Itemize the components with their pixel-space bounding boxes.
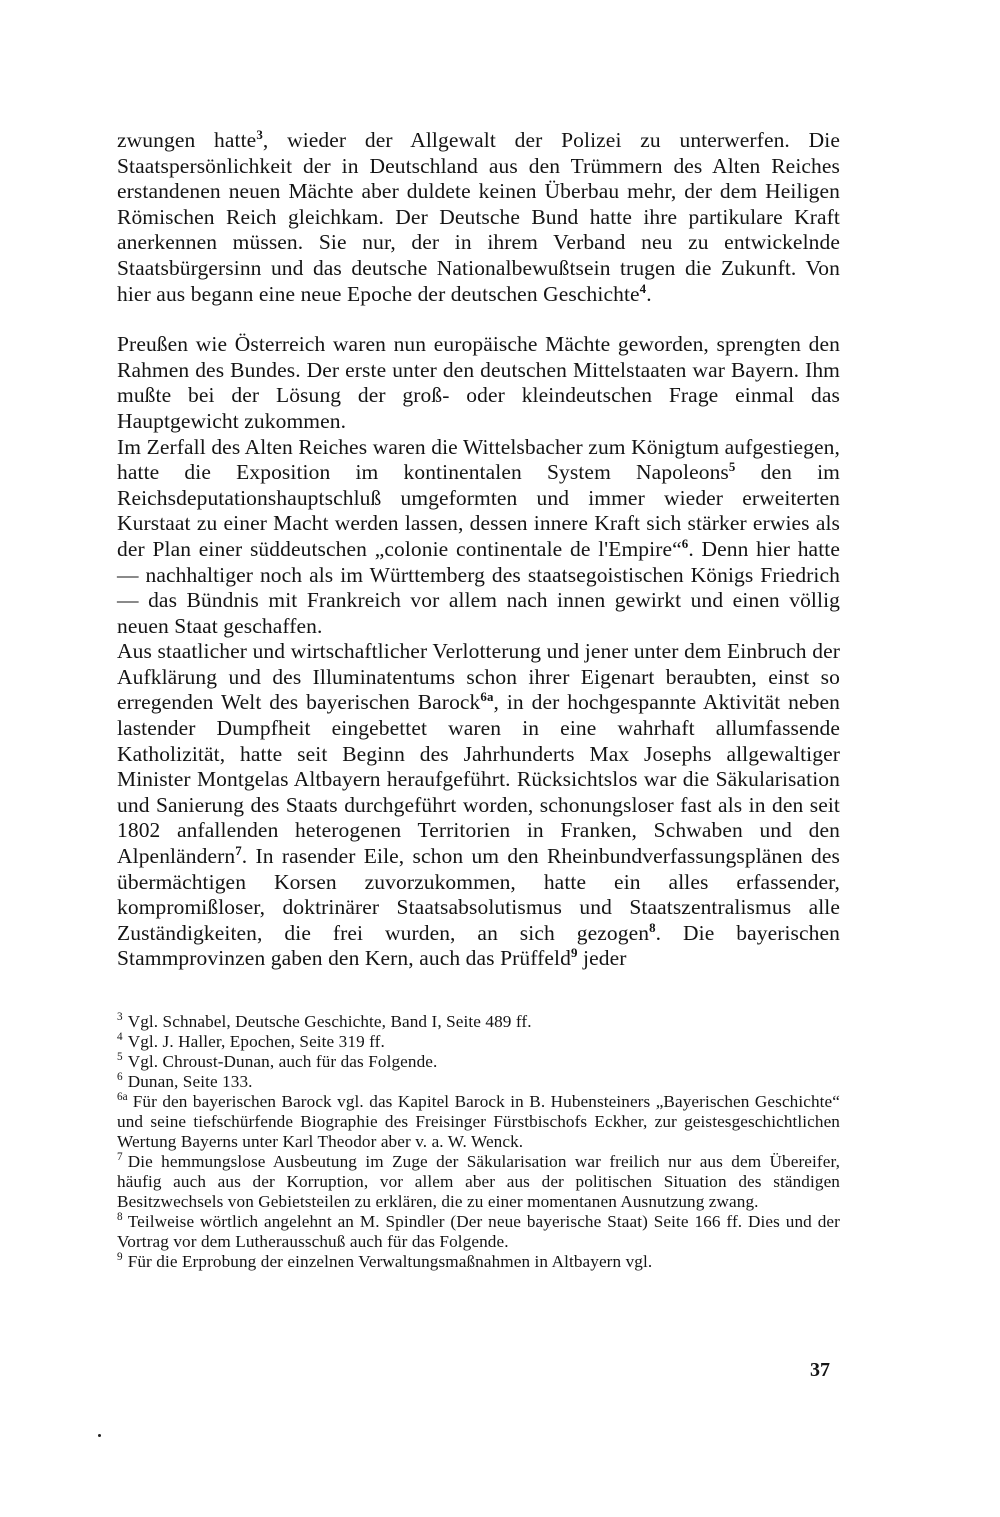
scan-speck: [98, 1434, 101, 1437]
footnote-mark: 6: [117, 1071, 123, 1084]
footnote-text: Für die Erprobung der einzelnen Verwaltungsmaßnahmen in Altbayern vgl.: [127, 1252, 653, 1271]
footnote-mark: 4: [117, 1031, 123, 1044]
footnote-mark: 8: [117, 1211, 123, 1224]
text-segment: Aus staatlicher und wirtschaftlicher Verlotterung und jener unter dem Einbruch der Aufklärung und des Illuminatentums schon ihrer Eigenart beraubten, einst so erregenden Welt des bayerischen Barock: [117, 639, 840, 715]
footnote-mark: 6a: [117, 1091, 128, 1104]
footnote-mark: 3: [117, 1011, 123, 1024]
footnote-reference: 6: [681, 536, 689, 551]
footnote-text: Die hemmungslose Ausbeutung im Zuge der Säkularisation war freilich nur aus dem Übereifer, häufig auch aus der Korruption, vor allem aber aus der politischen Situation des ständigen Besitzwechsels von Gebietsteilen zu erklären, die zu einer momentanen Ausnutzung zwang.: [117, 1152, 840, 1211]
footnote-reference: 6a: [480, 690, 494, 705]
text-segment: , wieder der Allgewalt der Polizei zu unterwerfen. Die Staatspersönlichkeit der in Deutschland aus den Trümmern des Alten Reiches erstandenen neuen Mächte aber duldete keinen Überbau mehr, der dem Heiligen Römischen Reich gleichkam. Der Deutsche Bund hatte ihre partikulare Kraft anerkennen müssen. Sie nur, der in ihrem Verband neu zu entwickelnde Staatsbürgersinn und das deutsche Nationalbewußtsein trugen die Zukunft. Von hier aus begann eine neue Epoche der deutschen Geschichte: [117, 128, 840, 306]
footnote: [117, 1252, 840, 1272]
text-segment: Im Zerfall des Alten Reiches waren die Wittelsbacher zum Königtum aufgestiegen, hatte die Exposition im kontinentalen System Napoleons: [117, 434, 840, 485]
footnote-mark: 9: [117, 1251, 123, 1264]
footnote-text: Vgl. J. Haller, Epochen, Seite 319 ff.: [127, 1032, 385, 1051]
text-segment: , in der hochgespannte Aktivität neben lastender Dumpfheit eingebettet waren in eine wahrhaft allumfassende Katholizität, hatte seit Beginn des Jahrhunderts Max Josephs allgewaltiger Minister Montgelas Altbayern heraufgeführt. Rücksichtslos war die Säkularisation und Sanierung des Staats durchgeführt worden, schonungsloser fast als in den seit 1802 anfallenden heterogenen Territorien in Franken, Schwaben und den Alpenländern: [117, 690, 840, 869]
text-segment: den im Reichsdeputationshauptschluß umgeformten und immer wieder erweiterten Kurstaat zu einer Macht werden lassen, dessen innere Kraft sich stärker erwies als der Plan einer süddeutschen „colonie continentale de l'Empire“: [117, 460, 840, 561]
page-number: 37: [810, 1359, 830, 1381]
footnote-reference: 5: [728, 459, 736, 474]
footnote-reference: 3: [256, 127, 263, 142]
body-text: [117, 128, 840, 972]
footnote: [117, 1012, 840, 1032]
text-segment: Preußen wie Österreich waren nun europäische Mächte geworden, sprengten den Rahmen des Bundes. Der erste unter den deutschen Mittelstaaten war Bayern. Ihm mußte bei der Lösung der groß- oder kleindeutschen Frage einmal das Hauptgewicht zukommen.: [117, 332, 840, 433]
paragraph: [117, 128, 840, 307]
footnote: [117, 1092, 840, 1152]
text-segment: zwungen hatte: [117, 128, 257, 152]
footnote: [117, 1032, 840, 1052]
footnote: [117, 1072, 840, 1092]
footnote-text: Dunan, Seite 133.: [127, 1072, 253, 1091]
text-segment: .: [646, 281, 652, 306]
text-segment: . Denn hier hatte — nachhaltiger noch als im Württemberg des staatsegoistischen Königs Friedrich — das Bündnis mit Frankreich vor allem nach innen gewirkt und einen völlig neuen Staat geschaffen.: [117, 536, 840, 638]
footnote: [117, 1152, 840, 1212]
footnote-reference: 8: [649, 920, 656, 935]
paragraph: [117, 435, 840, 640]
paragraph: [117, 332, 840, 434]
footnote-text: Vgl. Chroust-Dunan, auch für das Folgende.: [127, 1052, 438, 1071]
footnote-text: Für den bayerischen Barock vgl. das Kapitel Barock in B. Hubensteiners „Bayerischen Geschichte“ und seine tiefschürfende Biographie des Freisinger Fürstbischofs Eckher, zur geistesgeschichtlichen Wertung Bayerns unter Karl Theodor aber v. a. W. Wenck.: [117, 1092, 840, 1151]
footnote-text: Teilweise wörtlich angelehnt an M. Spindler (Der neue bayerische Staat) Seite 166 ff. Dies und der Vortrag vor dem Lutherausschuß auch für das Folgende.: [117, 1212, 840, 1251]
footnote-reference: 4: [639, 281, 647, 296]
footnote: [117, 1052, 840, 1072]
footnotes: [117, 1012, 840, 1272]
paragraph: [117, 639, 840, 972]
text-segment: jeder: [577, 946, 627, 971]
footnote-reference: 9: [570, 946, 578, 961]
footnote: [117, 1212, 840, 1252]
footnote-mark: 5: [117, 1051, 123, 1064]
text-segment: . Die bayerischen Stammprovinzen gaben den Kern, auch das Prüffeld: [117, 920, 840, 971]
footnote-text: Vgl. Schnabel, Deutsche Geschichte, Band I, Seite 489 ff.: [127, 1012, 532, 1031]
footnote-mark: 7: [117, 1151, 123, 1164]
footnote-reference: 7: [235, 843, 242, 858]
text-segment: . In rasender Eile, schon um den Rheinbundverfassungsplänen des übermächtigen Korsen zuvorzukommen, hatte ein alles erfassender, kompromißloser, doktrinärer Staatsabsolutismus und Staatszentralismus alle Zuständigkeiten, die frei wurden, an sich gezogen: [117, 844, 840, 945]
